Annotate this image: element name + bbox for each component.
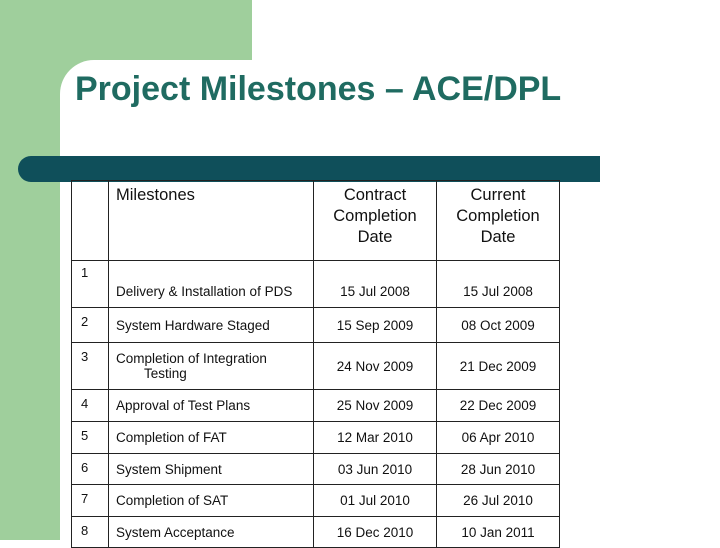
row-number: 1	[72, 261, 109, 308]
milestone-name: Approval of Test Plans	[109, 390, 314, 422]
slide-title: Project Milestones – ACE/DPL	[75, 70, 562, 108]
milestone-name-line1: Completion of Integration	[116, 351, 267, 366]
table-header-row	[72, 181, 560, 261]
current-date: 22 Dec 2009	[437, 390, 560, 422]
row-number: 4	[72, 390, 109, 422]
milestone-name-line2: Testing	[144, 366, 187, 381]
current-date: 15 Jul 2008	[437, 261, 560, 308]
milestone-name: System Acceptance	[109, 517, 314, 548]
current-date: 28 Jun 2010	[437, 454, 560, 485]
header-current-date: Current Completion Date	[437, 181, 560, 261]
table-row	[72, 343, 560, 390]
row-number: 3	[72, 343, 109, 390]
milestone-name: System Hardware Staged	[109, 308, 314, 343]
milestone-name: Completion of FAT	[109, 422, 314, 454]
milestone-name: Completion of SAT	[109, 485, 314, 517]
milestones-table	[71, 180, 560, 548]
header-milestones: Milestones	[109, 181, 314, 261]
current-date: 21 Dec 2009	[437, 343, 560, 390]
title-divider-bar	[18, 156, 600, 182]
table-row	[72, 261, 560, 308]
contract-date: 03 Jun 2010	[314, 454, 437, 485]
table-row	[72, 422, 560, 454]
current-date: 26 Jul 2010	[437, 485, 560, 517]
row-number: 8	[72, 517, 109, 548]
table-row	[72, 390, 560, 422]
contract-date: 15 Jul 2008	[314, 261, 437, 308]
contract-date: 16 Dec 2010	[314, 517, 437, 548]
contract-date: 15 Sep 2009	[314, 308, 437, 343]
row-number: 6	[72, 454, 109, 485]
contract-date: 25 Nov 2009	[314, 390, 437, 422]
row-number: 7	[72, 485, 109, 517]
current-date: 08 Oct 2009	[437, 308, 560, 343]
current-date: 06 Apr 2010	[437, 422, 560, 454]
milestone-name: Delivery & Installation of PDS	[109, 261, 314, 308]
contract-date: 12 Mar 2010	[314, 422, 437, 454]
row-number: 2	[72, 308, 109, 343]
table-row	[72, 517, 560, 548]
milestone-name: System Shipment	[109, 454, 314, 485]
table-row	[72, 485, 560, 517]
milestone-name	[109, 343, 314, 390]
header-number-cell	[72, 181, 109, 261]
row-number: 5	[72, 422, 109, 454]
header-contract-date: Contract Completion Date	[314, 181, 437, 261]
table-row	[72, 308, 560, 343]
current-date: 10 Jan 2011	[437, 517, 560, 548]
table-row	[72, 454, 560, 485]
contract-date: 24 Nov 2009	[314, 343, 437, 390]
contract-date: 01 Jul 2010	[314, 485, 437, 517]
